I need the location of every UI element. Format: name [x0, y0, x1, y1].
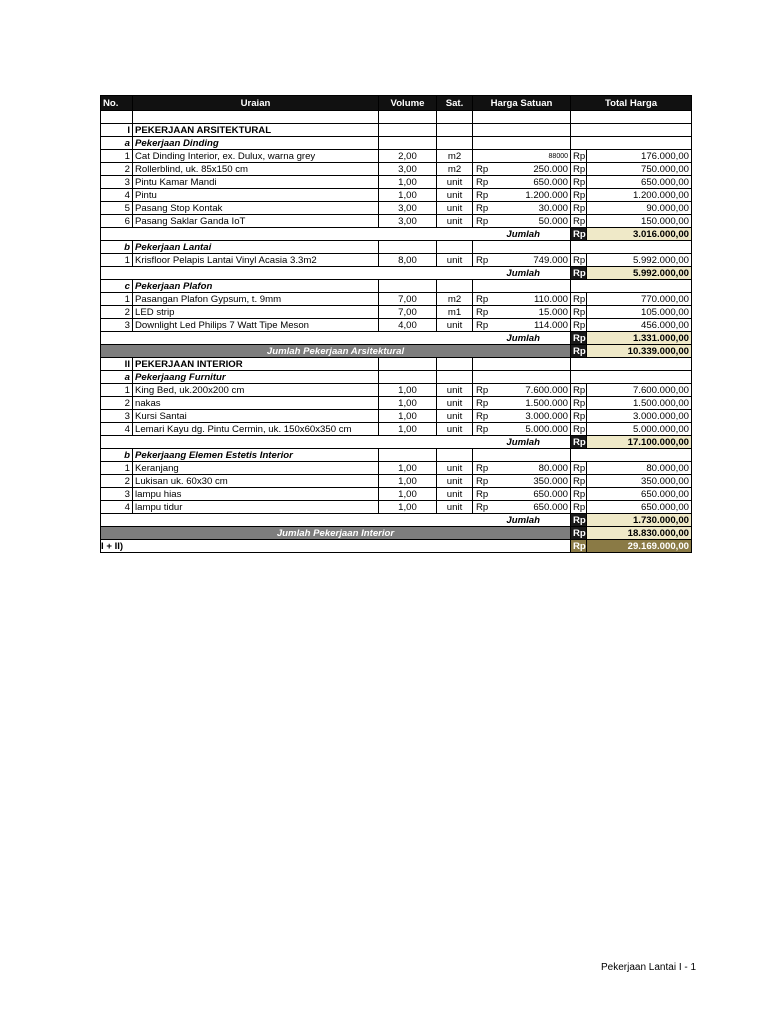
item-volume: 1,00 [379, 501, 437, 514]
item-price-value: 650.000 [533, 176, 568, 188]
item-description: lampu hias [133, 488, 379, 501]
item-number: 4 [101, 501, 133, 514]
item-price-currency: Rp [476, 475, 489, 487]
empty-cell [571, 371, 692, 384]
group-jumlah-row [101, 332, 692, 345]
section-subtotal-currency: Rp [571, 345, 587, 358]
item-price-currency: Rp [476, 501, 489, 513]
group-header-row [101, 137, 692, 150]
group-jumlah-currency: Rp [571, 514, 587, 527]
item-unit-price [473, 202, 571, 215]
item-price-value: 114.000 [534, 319, 568, 331]
section-title: PEKERJAAN ARSITEKTURAL [133, 124, 379, 137]
item-unit-price [473, 319, 571, 332]
empty-cell [437, 280, 473, 293]
line-item-row [101, 488, 692, 501]
group-jumlah-label: Jumlah [101, 332, 571, 345]
item-description: Kursi Santai [133, 410, 379, 423]
item-number: 1 [101, 462, 133, 475]
group-jumlah-currency: Rp [571, 332, 587, 345]
grand-total-value: 29.169.000,00 [587, 540, 692, 553]
item-number: 1 [101, 293, 133, 306]
item-number: 3 [101, 319, 133, 332]
item-total-value: 456.000,00 [587, 319, 692, 332]
item-total-currency: Rp [571, 319, 587, 332]
item-price-value: 3.000.000 [525, 410, 568, 422]
item-price-currency: Rp [476, 202, 489, 214]
item-unit: unit [437, 462, 473, 475]
table-body [101, 111, 692, 553]
item-description: Pasang Stop Kontak [133, 202, 379, 215]
group-title: Pekerjaan Dinding [133, 137, 379, 150]
grand-total-label: I + II) [101, 540, 571, 553]
group-header-row [101, 280, 692, 293]
section-number: II [101, 358, 133, 371]
item-price-currency: Rp [476, 254, 489, 266]
grand-total-row [101, 540, 692, 553]
col-header-total-harga: Total Harga [571, 96, 692, 111]
item-price-value: 110.000 [534, 293, 568, 305]
item-price-value: 50.000 [538, 215, 568, 227]
grand-total-currency: Rp [571, 540, 587, 553]
line-item-row [101, 397, 692, 410]
item-total-value: 90.000,00 [587, 202, 692, 215]
empty-cell [379, 280, 437, 293]
item-price-currency: Rp [476, 176, 489, 188]
item-price-currency: Rp [476, 397, 489, 409]
section-subtotal-currency: Rp [571, 527, 587, 540]
group-header-row [101, 371, 692, 384]
empty-cell [473, 449, 571, 462]
group-jumlah-label: Jumlah [101, 228, 571, 241]
col-header-sat: Sat. [437, 96, 473, 111]
col-header-volume: Volume [379, 96, 437, 111]
item-number: 1 [101, 150, 133, 163]
group-letter: b [101, 241, 133, 254]
section-header-row [101, 124, 692, 137]
group-jumlah-label: Jumlah [101, 267, 571, 280]
item-description: nakas [133, 397, 379, 410]
section-title: PEKERJAAN INTERIOR [133, 358, 379, 371]
item-total-currency: Rp [571, 176, 587, 189]
empty-cell [437, 371, 473, 384]
group-jumlah-label: Jumlah [101, 436, 571, 449]
item-price-value: 350.000 [533, 475, 568, 487]
item-total-value: 3.000.000,00 [587, 410, 692, 423]
item-description: Lukisan uk. 60x30 cm [133, 475, 379, 488]
item-volume: 1,00 [379, 397, 437, 410]
item-unit: unit [437, 423, 473, 436]
item-volume: 3,00 [379, 163, 437, 176]
item-price-currency: Rp [476, 488, 489, 500]
group-header-row [101, 449, 692, 462]
col-header-uraian: Uraian [133, 96, 379, 111]
item-price-value: 15.000 [538, 306, 568, 318]
item-volume: 1,00 [379, 189, 437, 202]
line-item-row [101, 423, 692, 436]
item-description: Pintu [133, 189, 379, 202]
col-header-harga-satuan: Harga Satuan [473, 96, 571, 111]
item-price-value: 88000 [548, 153, 568, 160]
item-volume: 1,00 [379, 423, 437, 436]
item-total-value: 650.000,00 [587, 176, 692, 189]
group-jumlah-row [101, 228, 692, 241]
item-total-currency: Rp [571, 215, 587, 228]
item-total-value: 105.000,00 [587, 306, 692, 319]
item-volume: 2,00 [379, 150, 437, 163]
item-unit: unit [437, 215, 473, 228]
section-subtotal-value: 10.339.000,00 [587, 345, 692, 358]
item-description: Cat Dinding Interior, ex. Dulux, warna grey [133, 150, 379, 163]
group-jumlah-value: 3.016.000,00 [587, 228, 692, 241]
item-price-currency: Rp [476, 306, 489, 318]
item-total-currency: Rp [571, 475, 587, 488]
item-description: King Bed, uk.200x200 cm [133, 384, 379, 397]
item-unit-price [473, 462, 571, 475]
line-item-row [101, 163, 692, 176]
item-number: 5 [101, 202, 133, 215]
item-total-value: 1.500.000,00 [587, 397, 692, 410]
item-total-value: 5.000.000,00 [587, 423, 692, 436]
item-total-currency: Rp [571, 410, 587, 423]
item-price-value: 650.000 [533, 501, 568, 513]
item-unit-price [473, 163, 571, 176]
item-unit: m2 [437, 150, 473, 163]
item-total-currency: Rp [571, 150, 587, 163]
cost-estimate-table [100, 95, 692, 553]
item-price-currency: Rp [476, 410, 489, 422]
item-unit: unit [437, 319, 473, 332]
item-volume: 7,00 [379, 293, 437, 306]
item-volume: 1,00 [379, 488, 437, 501]
line-item-row [101, 306, 692, 319]
item-price-value: 749.000 [533, 254, 568, 266]
item-unit: m2 [437, 293, 473, 306]
item-total-currency: Rp [571, 306, 587, 319]
group-jumlah-currency: Rp [571, 267, 587, 280]
section-subtotal-value: 18.830.000,00 [587, 527, 692, 540]
item-number: 4 [101, 189, 133, 202]
item-number: 3 [101, 176, 133, 189]
item-price-currency: Rp [476, 462, 489, 474]
group-letter: b [101, 449, 133, 462]
item-description: Pasang Saklar Ganda IoT [133, 215, 379, 228]
group-jumlah-row [101, 436, 692, 449]
item-description: Downlight Led Philips 7 Watt Tipe Meson [133, 319, 379, 332]
line-item-row [101, 384, 692, 397]
item-unit-price [473, 150, 571, 163]
item-unit-price [473, 215, 571, 228]
group-title: Pekerjaan Plafon [133, 280, 379, 293]
line-item-row [101, 293, 692, 306]
item-number: 1 [101, 254, 133, 267]
item-unit-price [473, 293, 571, 306]
line-item-row [101, 475, 692, 488]
group-title: Pekerjaang Elemen Estetis Interior [133, 449, 379, 462]
section-subtotal-label: Jumlah Pekerjaan Arsitektural [101, 345, 571, 358]
item-total-value: 7.600.000,00 [587, 384, 692, 397]
item-price-value: 1.500.000 [525, 397, 568, 409]
item-unit: unit [437, 475, 473, 488]
empty-cell [379, 449, 437, 462]
empty-cell [379, 137, 437, 150]
item-total-currency: Rp [571, 202, 587, 215]
item-unit: unit [437, 410, 473, 423]
item-unit-price [473, 423, 571, 436]
item-volume: 3,00 [379, 202, 437, 215]
item-price-currency: Rp [476, 189, 489, 201]
group-title: Pekerjaang Furnitur [133, 371, 379, 384]
item-description: lampu tidur [133, 501, 379, 514]
line-item-row [101, 501, 692, 514]
item-price-value: 80.000 [538, 462, 568, 474]
item-volume: 1,00 [379, 462, 437, 475]
item-volume: 1,00 [379, 384, 437, 397]
group-jumlah-row [101, 514, 692, 527]
item-volume: 1,00 [379, 176, 437, 189]
item-total-value: 5.992.000,00 [587, 254, 692, 267]
item-total-currency: Rp [571, 397, 587, 410]
item-price-currency: Rp [476, 293, 489, 305]
group-jumlah-currency: Rp [571, 228, 587, 241]
item-volume: 8,00 [379, 254, 437, 267]
header-row [101, 96, 692, 111]
item-price-currency: Rp [476, 319, 489, 331]
item-unit: unit [437, 176, 473, 189]
item-volume: 1,00 [379, 410, 437, 423]
item-unit-price [473, 501, 571, 514]
item-number: 6 [101, 215, 133, 228]
item-unit-price [473, 189, 571, 202]
item-price-currency: Rp [476, 423, 489, 435]
line-item-row [101, 254, 692, 267]
group-letter: a [101, 371, 133, 384]
item-description: Keranjang [133, 462, 379, 475]
spacer-row [101, 111, 692, 124]
item-total-currency: Rp [571, 293, 587, 306]
section-number: I [101, 124, 133, 137]
group-jumlah-value: 5.992.000,00 [587, 267, 692, 280]
empty-cell [571, 280, 692, 293]
item-total-currency: Rp [571, 163, 587, 176]
section-subtotal-row [101, 345, 692, 358]
group-jumlah-value: 17.100.000,00 [587, 436, 692, 449]
empty-cell [437, 241, 473, 254]
empty-cell [571, 449, 692, 462]
item-price-currency: Rp [476, 384, 489, 396]
item-volume: 4,00 [379, 319, 437, 332]
group-letter: a [101, 137, 133, 150]
group-jumlah-currency: Rp [571, 436, 587, 449]
group-jumlah-label: Jumlah [101, 514, 571, 527]
item-price-value: 1.200.000 [525, 189, 568, 201]
item-unit: unit [437, 501, 473, 514]
item-number: 2 [101, 163, 133, 176]
item-price-currency: Rp [476, 163, 489, 175]
section-subtotal-row [101, 527, 692, 540]
item-price-value: 5.000.000 [525, 423, 568, 435]
line-item-row [101, 189, 692, 202]
item-unit-price [473, 488, 571, 501]
item-total-value: 176.000,00 [587, 150, 692, 163]
item-description: LED strip [133, 306, 379, 319]
empty-cell [473, 241, 571, 254]
item-number: 2 [101, 306, 133, 319]
item-total-value: 350.000,00 [587, 475, 692, 488]
item-total-value: 650.000,00 [587, 488, 692, 501]
col-header-no: No. [101, 96, 133, 111]
item-unit: unit [437, 384, 473, 397]
item-description: Pasangan Plafon Gypsum, t. 9mm [133, 293, 379, 306]
item-total-value: 80.000,00 [587, 462, 692, 475]
item-description: Rollerblind, uk. 85x150 cm [133, 163, 379, 176]
item-total-value: 750.000,00 [587, 163, 692, 176]
line-item-row [101, 410, 692, 423]
group-jumlah-row [101, 267, 692, 280]
empty-cell [571, 241, 692, 254]
item-total-currency: Rp [571, 254, 587, 267]
empty-cell [437, 137, 473, 150]
empty-cell [473, 371, 571, 384]
item-number: 2 [101, 475, 133, 488]
item-number: 4 [101, 423, 133, 436]
item-volume: 7,00 [379, 306, 437, 319]
empty-cell [473, 137, 571, 150]
item-unit: unit [437, 488, 473, 501]
item-number: 3 [101, 410, 133, 423]
item-total-value: 770.000,00 [587, 293, 692, 306]
item-unit: unit [437, 397, 473, 410]
item-price-value: 30.000 [538, 202, 568, 214]
item-total-currency: Rp [571, 462, 587, 475]
item-price-value: 650.000 [533, 488, 568, 500]
empty-cell [379, 371, 437, 384]
empty-cell [571, 137, 692, 150]
item-unit-price [473, 410, 571, 423]
item-description: Lemari Kayu dg. Pintu Cermin, uk. 150x60x350 cm [133, 423, 379, 436]
item-unit-price [473, 475, 571, 488]
page-footer: Pekerjaan Lantai I - 1 [601, 962, 697, 973]
line-item-row [101, 215, 692, 228]
item-volume: 3,00 [379, 215, 437, 228]
item-total-currency: Rp [571, 488, 587, 501]
item-total-currency: Rp [571, 501, 587, 514]
item-unit-price [473, 306, 571, 319]
item-total-value: 150.000,00 [587, 215, 692, 228]
group-header-row [101, 241, 692, 254]
item-total-currency: Rp [571, 423, 587, 436]
item-number: 2 [101, 397, 133, 410]
group-title: Pekerjaan Lantai [133, 241, 379, 254]
item-unit-price [473, 254, 571, 267]
section-subtotal-label: Jumlah Pekerjaan Interior [101, 527, 571, 540]
item-unit: m2 [437, 163, 473, 176]
item-price-value: 250.000 [533, 163, 568, 175]
item-price-currency: Rp [476, 215, 489, 227]
empty-cell [473, 280, 571, 293]
item-price-value: 7.600.000 [525, 384, 568, 396]
item-number: 3 [101, 488, 133, 501]
group-jumlah-value: 1.730.000,00 [587, 514, 692, 527]
item-unit: m1 [437, 306, 473, 319]
item-unit: unit [437, 254, 473, 267]
line-item-row [101, 462, 692, 475]
line-item-row [101, 202, 692, 215]
item-unit-price [473, 384, 571, 397]
line-item-row [101, 176, 692, 189]
group-jumlah-value: 1.331.000,00 [587, 332, 692, 345]
item-volume: 1,00 [379, 475, 437, 488]
item-unit-price [473, 397, 571, 410]
item-total-currency: Rp [571, 384, 587, 397]
item-total-value: 1.200.000,00 [587, 189, 692, 202]
item-total-value: 650.000,00 [587, 501, 692, 514]
empty-cell [437, 449, 473, 462]
item-unit: unit [437, 189, 473, 202]
item-description: Krisfloor Pelapis Lantai Vinyl Acasia 3.3m2 [133, 254, 379, 267]
section-header-row [101, 358, 692, 371]
item-number: 1 [101, 384, 133, 397]
line-item-row [101, 319, 692, 332]
group-letter: c [101, 280, 133, 293]
item-unit-price [473, 176, 571, 189]
empty-cell [379, 241, 437, 254]
item-total-currency: Rp [571, 189, 587, 202]
item-description: Pintu Kamar Mandi [133, 176, 379, 189]
item-unit: unit [437, 202, 473, 215]
line-item-row [101, 150, 692, 163]
